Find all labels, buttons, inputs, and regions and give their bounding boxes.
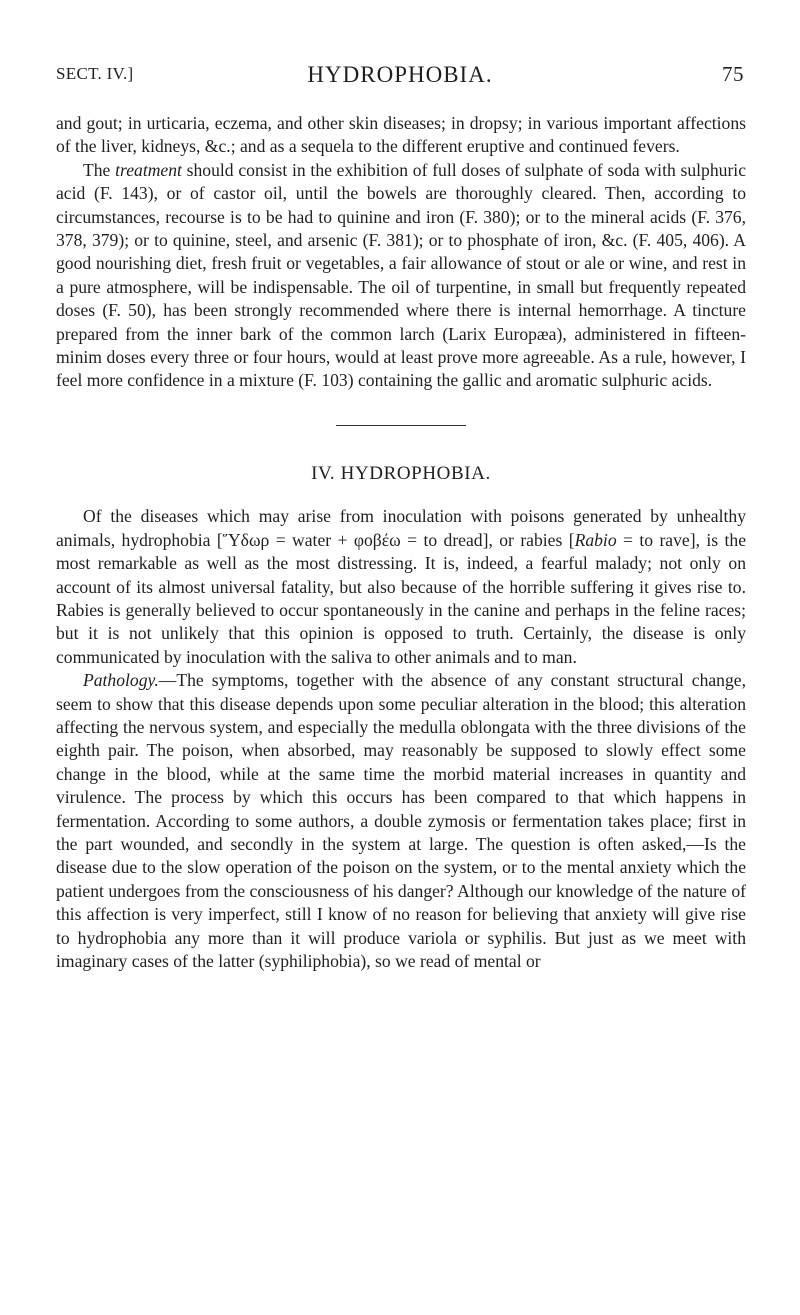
body-text: [56, 112, 746, 973]
paragraph-text: and gout; in urticaria, eczema, and other skin diseases; in dropsy; in various important affections of the liver, kidneys, &c.; and as a sequela to the different eruptive and continued fevers.: [56, 113, 746, 157]
section-label: SECT. IV.]: [56, 64, 134, 83]
running-head: [56, 62, 744, 92]
text-rest: should consist in the exhibition of full doses of sulphate of soda with sulphuric acid (F. 143), or of castor oil, until the bowels are thoroughly cleared. Then, according to circumstances, recourse is to be had to quinine and iron (F. 380); or to the mineral acids (F. 376, 378, 379); or to quinine, steel, and arsenic (F. 381); or to phosphate of iron, &c. (F. 405, 406). A good nourishing diet, fresh fruit or vegetables, a fair allowance of stout or ale or wine, and rest in a pure atmosphere, will be indispensable. The oil of turpentine, in small but frequently repeated doses (F. 50), has been strongly recommended where there is internal hemorrhage. A tincture prepared from the inner bark of the common larch (Larix Europæa), administered in fifteen-minim doses every three or four hours, would at least prove more agreeable. As a rule, however, I feel more confidence in a mixture (F. 103) containing the gallic and aromatic sulphuric acids.: [56, 159, 746, 391]
page-number: 75: [722, 62, 744, 86]
paragraph-continuation: [56, 112, 746, 159]
paragraph-treatment: [56, 159, 746, 393]
section-heading: IV. HYDROPHOBIA.: [311, 462, 491, 484]
text-lead: The: [83, 159, 116, 180]
paragraph-pathology: [56, 669, 746, 973]
text-rest: —The symptoms, together with the absence of any constant structural change, seem to show that this disease depends upon some peculiar alteration in the blood; this alteration affecting the nervous system, and especially the medulla oblongata with the three divisions of the eighth pair. The poison, when absorbed, may reasonably be supposed to slowly effect some change in the blood, while at the same time the morbid material increases in quantity and virulence. The process by which this occurs has been compared to that which happens in fermentation. According to some authors, a double zymosis or fermentation takes place; first in the part wounded, and secondly in the system at large. The question is often asked,—Is the disease due to the slow operation of the poison on the system, or to the mental anxiety which the patient undergoes from the consciousness of his danger? Although our knowledge of the nature of this affection is very imperfect, still I know of no reason for believing that anxiety will give rise to hydrophobia any more than it will produce variola or syphilis. But just as we meet with imaginary cases of the latter (syphiliphobia), so we read of mental or: [56, 670, 746, 971]
text-before: Of the diseases which may arise from inoculation with poisons generated by unhealthy animals, hydrophobia [Ὕδωρ = water + φοβέω = to dread], or rabies [: [56, 506, 746, 550]
subheading-pathology: Pathology.: [83, 670, 159, 691]
emphasis-treatment: treatment: [115, 159, 182, 180]
running-title: HYDROPHOBIA.: [307, 62, 493, 87]
emphasis-rabio: Rabio: [574, 529, 617, 550]
paragraph-intro: [56, 505, 746, 669]
section-divider: [336, 425, 466, 426]
text-after: = to rave], is the most remarkable as well as the most distressing. It is, indeed, a fearful malady; not only on account of its almost universal fatality, but also because of the horrible suffering it gives rise to. Rabies is generally believed to occur spontaneously in the canine and perhaps in the feline races; but it is not unlikely that this opinion is opposed to truth. Certainly, the disease is only communicated by inoculation with the saliva to other animals and to man.: [56, 529, 747, 667]
